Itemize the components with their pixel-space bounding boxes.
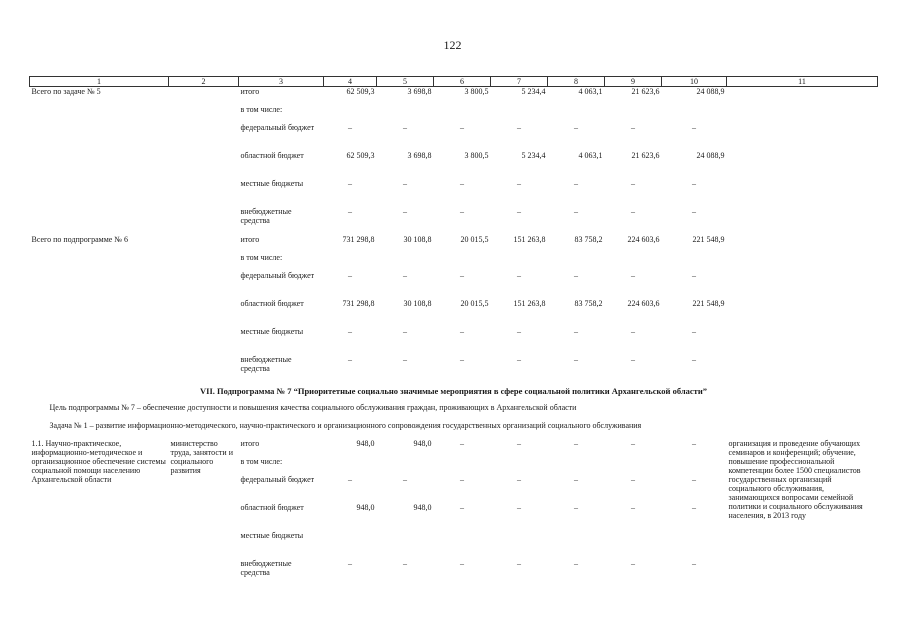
cell-value: –: [460, 271, 464, 280]
cell-value: –: [574, 355, 578, 364]
table-row: [30, 355, 878, 383]
cell-value: –: [403, 179, 407, 188]
funding-source: местные бюджеты: [240, 327, 304, 336]
column-header: 10: [662, 77, 727, 87]
row-executor: [169, 207, 239, 235]
cell-value: [324, 531, 377, 559]
row-result: [727, 355, 878, 383]
row-executor: [169, 271, 239, 299]
cell-value: 3 698,8: [407, 151, 432, 160]
cell-value: –: [403, 559, 407, 568]
cell-value: [662, 531, 727, 559]
column-header: 5: [377, 77, 434, 87]
row-name: [30, 151, 169, 179]
funding-source: областной бюджет: [240, 151, 304, 160]
cell-value: –: [574, 475, 578, 484]
cell-value: –: [460, 179, 464, 188]
cell-value: 3 800,5: [464, 151, 489, 160]
cell-value: [377, 105, 434, 123]
cell-value: 948,0: [413, 503, 432, 512]
table-row: [30, 179, 878, 207]
cell-value: –: [631, 123, 635, 132]
table-row: [30, 87, 878, 106]
cell-value: –: [460, 355, 464, 364]
cell-value: –: [348, 123, 352, 132]
cell-value: 20 015,5: [460, 235, 489, 244]
cell-value: –: [403, 207, 407, 216]
row-name: [30, 179, 169, 207]
cell-value: –: [460, 559, 464, 568]
row-executor: [169, 123, 239, 151]
cell-value: –: [403, 271, 407, 280]
row-executor: [169, 235, 239, 253]
cell-value: 20 015,5: [460, 299, 489, 308]
table-row: [30, 271, 878, 299]
cell-value: –: [517, 355, 521, 364]
column-header: 3: [239, 77, 324, 87]
row-result: [727, 207, 878, 235]
column-header: 2: [169, 77, 239, 87]
cell-value: [491, 253, 548, 271]
cell-value: –: [348, 207, 352, 216]
cell-value: 4 063,1: [578, 151, 603, 160]
funding-source: федеральный бюджет: [240, 475, 315, 484]
page-number: 122: [443, 38, 462, 52]
cell-value: –: [574, 271, 578, 280]
funding-source: в том числе:: [240, 105, 283, 114]
funding-source: местные бюджеты: [240, 179, 304, 188]
cell-value: –: [348, 559, 352, 568]
cell-value: –: [403, 327, 407, 336]
cell-value: 21 623,6: [631, 151, 660, 160]
cell-value: –: [517, 123, 521, 132]
cell-value: –: [348, 179, 352, 188]
header-row: [30, 77, 878, 87]
cell-value: 151 263,8: [513, 235, 546, 244]
cell-value: –: [574, 207, 578, 216]
funding-source: внебюджетные средства: [240, 355, 292, 373]
row-executor: [169, 299, 239, 327]
cell-value: 5 234,4: [521, 151, 546, 160]
column-header: 4: [324, 77, 377, 87]
cell-value: [548, 457, 605, 475]
funding-source: итого: [240, 439, 260, 448]
cell-value: [548, 253, 605, 271]
row-result: [727, 105, 878, 123]
cell-value: –: [403, 475, 407, 484]
column-header: 9: [605, 77, 662, 87]
cell-value: [605, 531, 662, 559]
funding-source: в том числе:: [240, 457, 283, 466]
goal-text-row: [30, 403, 878, 421]
cell-value: –: [460, 439, 464, 448]
row-result: [727, 299, 878, 327]
cell-value: –: [348, 271, 352, 280]
row-executor: [169, 327, 239, 355]
row-name: 1.1. Научно-практическое, информационно-методическое и организационное обеспечение системы социальной помощи населению Архангельской области: [31, 439, 166, 484]
cell-value: 731 298,8: [342, 235, 375, 244]
row-result: [727, 235, 878, 253]
column-header: 8: [548, 77, 605, 87]
cell-value: 24 088,9: [696, 87, 725, 96]
cell-value: 4 063,1: [578, 87, 603, 96]
column-header: 11: [727, 77, 878, 87]
cell-value: 24 088,9: [696, 151, 725, 160]
budget-table: [29, 76, 878, 587]
row-name: [30, 327, 169, 355]
cell-value: 948,0: [356, 503, 375, 512]
funding-source: внебюджетные средства: [240, 559, 292, 577]
row-result: [727, 151, 878, 179]
cell-value: [605, 105, 662, 123]
cell-value: –: [692, 271, 696, 280]
cell-value: –: [517, 475, 521, 484]
cell-value: 3 698,8: [407, 87, 432, 96]
row-executor: [169, 179, 239, 207]
funding-source: областной бюджет: [240, 299, 304, 308]
cell-value: 21 623,6: [631, 87, 660, 96]
cell-value: –: [692, 327, 696, 336]
table-row: [30, 327, 878, 355]
table-row: [30, 105, 878, 123]
cell-value: –: [403, 355, 407, 364]
cell-value: [662, 105, 727, 123]
cell-value: 30 108,8: [403, 299, 432, 308]
table-row: [30, 299, 878, 327]
cell-value: –: [574, 123, 578, 132]
cell-value: [662, 253, 727, 271]
column-header: 6: [434, 77, 491, 87]
cell-value: 224 603,6: [627, 235, 660, 244]
cell-value: 3 800,5: [464, 87, 489, 96]
row-result: [727, 253, 878, 271]
funding-source: местные бюджеты: [240, 531, 304, 540]
cell-value: –: [517, 207, 521, 216]
cell-value: 62 509,3: [346, 151, 375, 160]
table-row: [30, 253, 878, 271]
cell-value: 221 548,9: [692, 299, 725, 308]
cell-value: –: [631, 559, 635, 568]
cell-value: [548, 531, 605, 559]
cell-value: –: [631, 475, 635, 484]
row-name: [30, 207, 169, 235]
cell-value: –: [460, 503, 464, 512]
table-row: [30, 207, 878, 235]
cell-value: –: [517, 271, 521, 280]
cell-value: [324, 253, 377, 271]
funding-source: итого: [240, 87, 260, 96]
cell-value: [434, 105, 491, 123]
cell-value: –: [460, 475, 464, 484]
cell-value: [434, 531, 491, 559]
cell-value: –: [348, 475, 352, 484]
row-result: [727, 179, 878, 207]
row-result: [727, 327, 878, 355]
row-executor: [169, 355, 239, 383]
cell-value: 83 758,2: [574, 299, 603, 308]
cell-value: –: [517, 327, 521, 336]
cell-value: –: [517, 179, 521, 188]
cell-value: –: [517, 559, 521, 568]
cell-value: –: [517, 439, 521, 448]
row-result: [727, 123, 878, 151]
funding-source: итого: [240, 235, 260, 244]
task-text: Задача № 1 – развитие информационно-методического, научно-практического и организационного сопровождения государственных организаций социального обслуживания: [49, 421, 642, 430]
cell-value: 731 298,8: [342, 299, 375, 308]
cell-value: –: [631, 327, 635, 336]
cell-value: [377, 531, 434, 559]
cell-value: [605, 457, 662, 475]
funding-source: внебюджетные средства: [240, 207, 292, 225]
row-name: Всего по задаче № 5: [31, 87, 101, 96]
table-row: [30, 439, 878, 457]
cell-value: –: [692, 475, 696, 484]
cell-value: –: [631, 355, 635, 364]
cell-value: –: [348, 327, 352, 336]
cell-value: 151 263,8: [513, 299, 546, 308]
cell-value: –: [574, 503, 578, 512]
cell-value: –: [460, 327, 464, 336]
funding-source: федеральный бюджет: [240, 123, 315, 132]
table-row: [30, 123, 878, 151]
funding-source: в том числе:: [240, 253, 283, 262]
cell-value: [491, 457, 548, 475]
funding-source: федеральный бюджет: [240, 271, 315, 280]
cell-value: –: [574, 179, 578, 188]
row-name: [30, 355, 169, 383]
cell-value: [491, 105, 548, 123]
cell-value: 224 603,6: [627, 299, 660, 308]
cell-value: –: [692, 503, 696, 512]
row-result: организация и проведение обучающих семинаров и конференций; обучение, повышение профессиональной компетенции более 1500 специалистов государственных организаций социального обслуживания, занимающихся вопросами семейной политики и социального обслуживания населения, в 2013 году: [728, 439, 863, 520]
cell-value: [434, 457, 491, 475]
row-name: [30, 253, 169, 271]
row-name: Всего по подпрограмме № 6: [31, 235, 128, 244]
row-result: [727, 87, 878, 106]
cell-value: [605, 253, 662, 271]
cell-value: –: [692, 179, 696, 188]
cell-value: –: [692, 207, 696, 216]
cell-value: –: [631, 503, 635, 512]
row-executor: [169, 105, 239, 123]
cell-value: –: [631, 179, 635, 188]
row-name: [30, 123, 169, 151]
cell-value: 5 234,4: [521, 87, 546, 96]
cell-value: 221 548,9: [692, 235, 725, 244]
cell-value: –: [631, 207, 635, 216]
cell-value: [324, 105, 377, 123]
goal-text: Цель подпрограммы № 7 – обеспечение доступности и повышения качества социального обслуживания граждан, проживающих в Архангельской области: [49, 403, 577, 412]
cell-value: 948,0: [356, 439, 375, 448]
row-executor: [169, 87, 239, 106]
row-executor: [169, 151, 239, 179]
cell-value: –: [631, 439, 635, 448]
section-title: VII. Подпрограмма № 7 “Приоритетные социально значимые мероприятия в сфере социальной политики Архангельской области”: [200, 386, 707, 396]
cell-value: –: [574, 327, 578, 336]
cell-value: –: [692, 439, 696, 448]
row-name: [30, 299, 169, 327]
cell-value: –: [403, 123, 407, 132]
cell-value: [662, 457, 727, 475]
table-row: [30, 235, 878, 253]
cell-value: [491, 531, 548, 559]
cell-value: –: [574, 559, 578, 568]
row-executor: министерство труда, занятости и социального развития: [170, 439, 233, 475]
row-name: [30, 105, 169, 123]
cell-value: [548, 105, 605, 123]
cell-value: –: [692, 355, 696, 364]
cell-value: –: [574, 439, 578, 448]
row-executor: [169, 253, 239, 271]
row-name: [30, 271, 169, 299]
cell-value: [377, 457, 434, 475]
column-header: 7: [491, 77, 548, 87]
task-text-row: [30, 421, 878, 439]
cell-value: [324, 457, 377, 475]
cell-value: [377, 253, 434, 271]
cell-value: 30 108,8: [403, 235, 432, 244]
cell-value: –: [348, 355, 352, 364]
cell-value: –: [517, 503, 521, 512]
cell-value: –: [692, 123, 696, 132]
table-row: [30, 151, 878, 179]
row-result: [727, 271, 878, 299]
cell-value: 62 509,3: [346, 87, 375, 96]
cell-value: 83 758,2: [574, 235, 603, 244]
cell-value: –: [460, 207, 464, 216]
funding-source: областной бюджет: [240, 503, 304, 512]
section-title-row: [30, 383, 878, 403]
cell-value: –: [692, 559, 696, 568]
column-header: 1: [30, 77, 169, 87]
cell-value: –: [631, 271, 635, 280]
cell-value: 948,0: [413, 439, 432, 448]
cell-value: [434, 253, 491, 271]
cell-value: –: [460, 123, 464, 132]
